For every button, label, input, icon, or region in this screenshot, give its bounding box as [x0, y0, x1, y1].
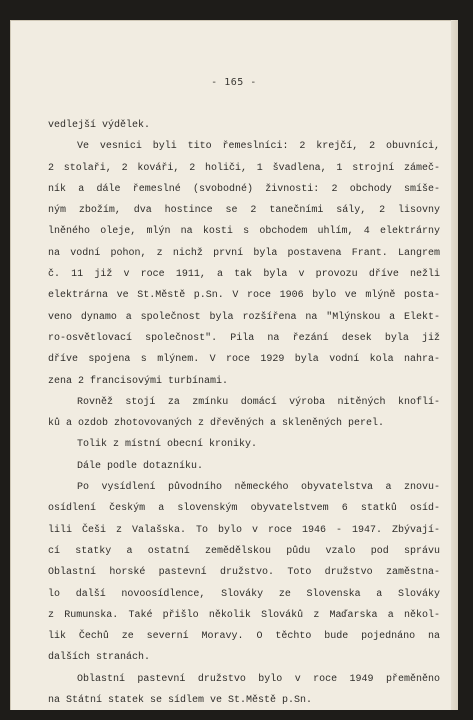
paper-sheet	[10, 20, 458, 710]
page-number: - 165 -	[211, 77, 257, 88]
text-line: veno dynamo a společnost byla rozšířena na "Mlýnskou a Elekt-	[48, 311, 440, 323]
text-line: Ve vesnici byli tito řemeslníci: 2 krejčí, 2 obuvníci,	[77, 141, 440, 153]
text-line: z Rumunska. Také přišlo několik Slováků z Maďarska a někol-	[48, 609, 440, 621]
text-line: lili Češi z Valašska. To bylo v roce 1946 - 1947. Zbývají-	[48, 524, 440, 536]
text-line: na Státní statek se sídlem ve St.Městě p.Sn.	[48, 695, 313, 707]
text-line: Oblastní horské pastevní družstvo. Toto družstvo zaměstna-	[48, 567, 440, 579]
text-line: ník a dále řemeslné (svobodné) živnosti: 2 obchody smíše-	[48, 183, 440, 195]
text-line: na vodní pohon, z nichž první byla postavena Frant. Langrem	[48, 247, 440, 259]
body-text	[48, 115, 440, 711]
text-line: cí statky a ostatní zemědělskou půdu vzalo pod správu	[48, 545, 440, 557]
text-line: Rovněž stojí za zmínku domácí výroba nitěných knoflí-	[77, 396, 440, 408]
text-line: lněného oleje, mlýn na kosti s obchodem uhlím, 4 elektrárny	[48, 226, 440, 238]
paper-edge	[451, 20, 458, 710]
text-line: ků a ozdob zhotovovaných z dřevěných a skleněných perel.	[48, 418, 385, 430]
text-line: lo další novoosídlence, Slováky ze Slovenska a Slováky	[48, 588, 440, 600]
text-line: osídlení českým a slovenským obyvatelstvem 6 statků osíd-	[48, 503, 440, 515]
text-line: 2 stolaři, 2 kováři, 2 holiči, 1 švadlena, 1 strojní zámeč-	[48, 162, 440, 174]
text-line: lik Čechů ze severní Moravy. O těchto bude pojednáno na	[48, 631, 440, 643]
text-line: dalších stranách.	[48, 652, 151, 664]
text-line: Dále podle dotazníku.	[77, 460, 204, 472]
text-line: Po vysídlení původního německého obyvatelstva a znovu-	[77, 482, 440, 494]
text-line: vedlejší výdělek.	[48, 120, 151, 131]
text-line: zena 2 francisovými turbínami.	[48, 375, 229, 387]
text-line: Tolik z místní obecní kroniky.	[77, 439, 258, 451]
text-line: elektrárna ve St.Městě p.Sn. V roce 1906 bylo ve mlýně posta-	[48, 290, 440, 302]
text-line: č. 11 již v roce 1911, a tak byla v provozu dříve nežli	[48, 269, 440, 281]
text-line: ro-osvětlovací společnost". Pila na řezání desek byla již	[48, 332, 440, 344]
text-line: dříve spojena s mlýnem. V roce 1929 byla vodní kola nahra-	[48, 354, 440, 366]
text-line: ným zbožím, dva hostince se 2 tanečními sály, 2 lisovny	[48, 205, 440, 217]
text-line: Oblastní pastevní družstvo bylo v roce 1949 přeměněno	[77, 673, 440, 685]
